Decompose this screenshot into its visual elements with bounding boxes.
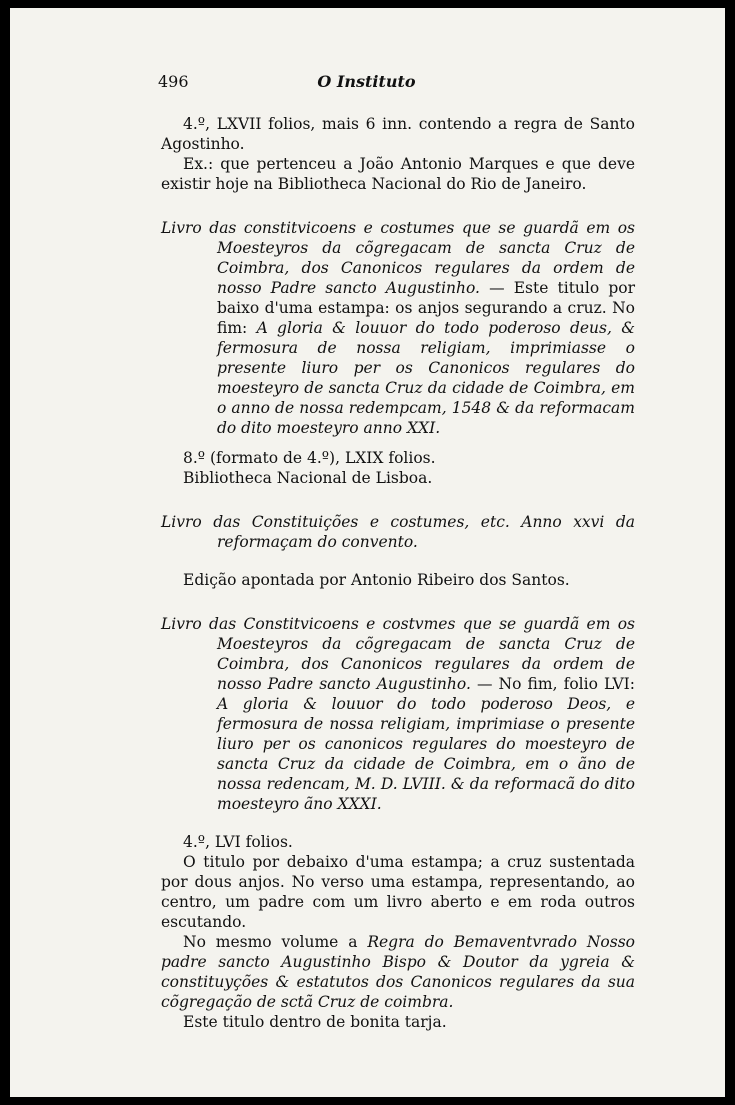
page-header <box>158 72 575 96</box>
entry1-format: 4.º, LXVII folios, mais 6 inn. contendo a regra de Santo Agostinho. <box>161 115 635 153</box>
entry4-same-volume-roman: No mesmo volume a <box>183 933 368 951</box>
entry4-title <box>161 614 635 814</box>
running-title: O Instituto <box>317 72 416 91</box>
entry4-border-note: Este titulo dentro de bonita tarja. <box>183 1013 447 1031</box>
entry4-description: O titulo por debaixo d'uma estampa; a cruz sustentada por dous anjos. No verso uma estampa, representando, ao centro, um padre com um livro aberto e em roda outros escutando. <box>161 853 635 931</box>
entry2-title-colophon: A gloria & louuor do todo poderoso deus, & fermosura de nossa religiam, imprimiasse o presente liuro per os Canonicos regulares do moesteyro de sancta Cruz da cidade de Coimbra, em o anno de nossa redempcam, 1548 & da reformacam do dito moesteyro anno XXI. <box>217 319 635 437</box>
entry2-format: 8.º (formato de 4.º), LXIX folios. <box>183 449 436 467</box>
entry4-same-volume-title: Regra do Bemaventvrado Nosso padre sancto Augustinho Bispo & Doutor da ygreia & constituyções & estatutos dos Canonicos regulares da sua cõgregação de sctã Cruz de coimbra. <box>161 933 635 1011</box>
entry4-same-volume <box>161 932 635 1012</box>
entry4-title-italic: Livro das Constitvicoens e costvmes que se guardã em os Moesteyros da cõgregacam de sancta Cruz de Coimbra, dos Canonicos regulares da ordem de nosso Padre sancto Augustinho. <box>161 615 635 693</box>
page-content <box>161 114 635 1032</box>
entry2-library: Bibliotheca Nacional de Lisboa. <box>183 469 433 487</box>
entry3-note: Edição apontada por Antonio Ribeiro dos Santos. <box>183 571 570 589</box>
entry2-title <box>161 218 635 438</box>
entry4-title-roman: — No fim, folio LVI: <box>470 675 635 693</box>
entry4-format: 4.º, LVI folios. <box>183 833 293 851</box>
page-number: 496 <box>158 72 189 91</box>
entry2-title-italic: Livro das constitvicoens e costumes que se guardã em os Moesteyros da cõgregacam de sancta Cruz de Coimbra, dos Canonicos regulares da ordem de nosso Padre sancto Augustinho. <box>161 219 635 297</box>
entry2-title-roman: — Este titulo por baixo d'uma estampa: os anjos segurando a cruz. No fim: <box>217 279 635 337</box>
entry3-title: Livro das Constituições e costumes, etc. Anno xxvi da reformaçam do convento. <box>161 513 635 551</box>
entry4-title-colophon: A gloria & louuor do todo poderoso Deos, e fermosura de nossa religiam, imprimiase o presente liuro per os canonicos regulares do moesteyro de sancta Cruz da cidade de Coimbra, em o ãno de nossa redencam, M. D. LVIII. & da reformacã do dito moesteyro ãno XXXI. <box>217 695 635 813</box>
document-page <box>10 8 725 1097</box>
entry1-provenance: Ex.: que pertenceu a João Antonio Marques e que deve existir hoje na Bibliotheca Nacional do Rio de Janeiro. <box>161 155 635 193</box>
